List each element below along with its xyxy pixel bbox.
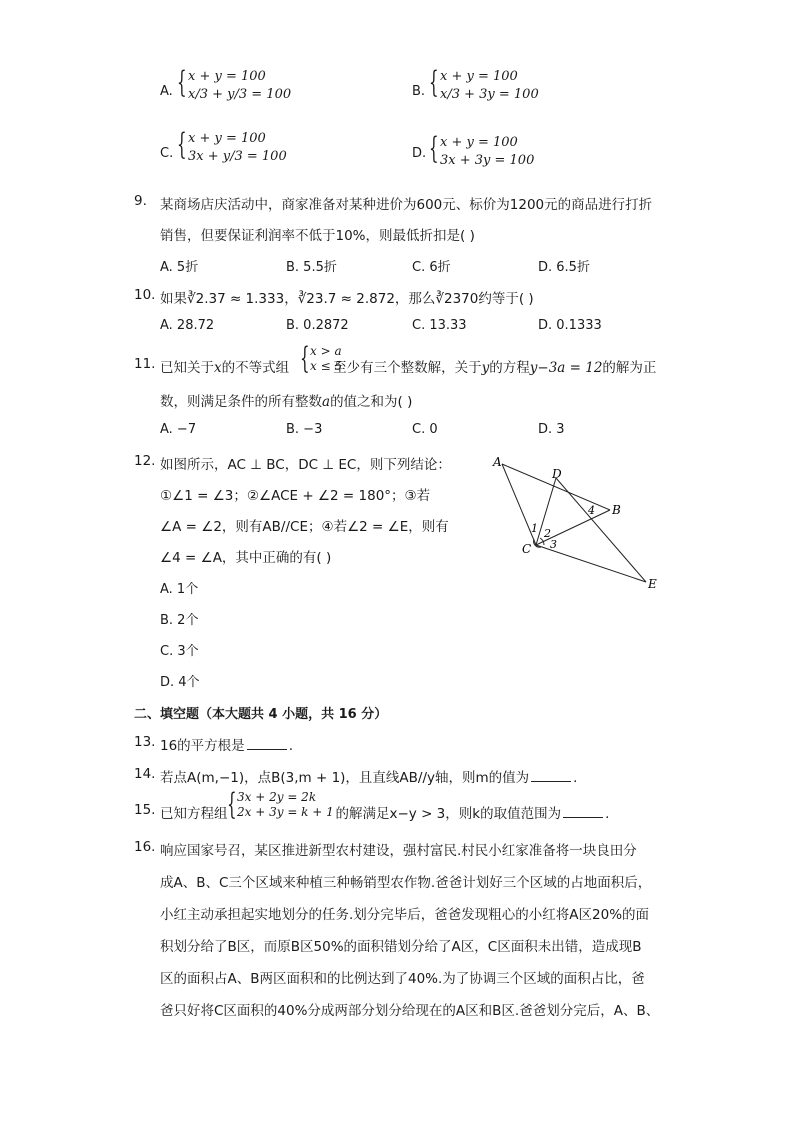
text: 至少有三个整数解，关于 bbox=[333, 360, 482, 376]
question-number: 14. bbox=[134, 766, 156, 782]
brace: { bbox=[227, 787, 237, 822]
answer-blank[interactable] bbox=[563, 805, 603, 818]
equation: 2x + 3y = k + 1 bbox=[237, 805, 334, 819]
point-label-b: B bbox=[612, 503, 621, 517]
question-text: 某商场店庆活动中，商家准备对某种进价为600元、标价为1200元的商品进行打折 bbox=[160, 197, 653, 213]
text: 若点A(m,−1)，点B(3,m + 1)，且直线AB//y轴，则m的值为 bbox=[160, 770, 530, 786]
text: 的不等式组 bbox=[221, 360, 290, 376]
text: 已知方程组 bbox=[160, 806, 228, 822]
equation: x + y = 100 bbox=[188, 131, 266, 146]
answer-blank[interactable] bbox=[247, 737, 287, 750]
equation: 3x + y/3 = 100 bbox=[188, 149, 287, 164]
option-label: B. bbox=[412, 84, 426, 99]
text: . bbox=[288, 738, 293, 754]
equation-system bbox=[440, 68, 539, 104]
equation-system bbox=[188, 130, 287, 166]
equation: x + y = 100 bbox=[440, 135, 518, 150]
point-label-d: D bbox=[552, 467, 562, 481]
answer-blank[interactable] bbox=[531, 769, 571, 782]
geometry-figure bbox=[488, 450, 668, 592]
point-label-c: C bbox=[522, 542, 532, 556]
question-number: 10. bbox=[134, 287, 156, 303]
equation: x/3 + y/3 = 100 bbox=[188, 87, 292, 102]
text: . bbox=[573, 770, 578, 786]
text: 的解满足x−y > 3，则k的取值范围为 bbox=[335, 806, 562, 822]
option-c: C. 6折 bbox=[412, 260, 451, 275]
brace: { bbox=[300, 341, 310, 376]
question-number: 9. bbox=[134, 193, 147, 209]
equation: x + y = 100 bbox=[188, 69, 266, 84]
option-c: C. 0 bbox=[412, 422, 438, 437]
question-text: ∠4 = ∠A，其中正确的有( ) bbox=[160, 550, 332, 566]
question-text: 成A、B、C三个区域来种植三种畅销型农作物.爸爸计划好三个区域的占地面积后， bbox=[160, 875, 652, 891]
equation-system bbox=[237, 790, 334, 820]
text: 的解为正 bbox=[602, 360, 657, 376]
question-text: 爸只好将C区面积的40%分成两部分划分给现在的A区和B区.爸爸划分完后，A、B、 bbox=[160, 1003, 660, 1019]
question-number: 16. bbox=[134, 839, 156, 855]
brace: { bbox=[177, 65, 187, 100]
brace: { bbox=[429, 65, 439, 100]
option-b: B. −3 bbox=[286, 422, 323, 437]
text: 的值之和为( ) bbox=[330, 394, 413, 410]
question-text: ∠A = ∠2，则有AB//CE；④若∠2 = ∠E，则有 bbox=[160, 519, 449, 535]
equation: 3x + 2y = 2k bbox=[237, 790, 317, 804]
inequality: x > a bbox=[310, 344, 342, 358]
angle-label-1: 1 bbox=[531, 522, 538, 535]
inequality-system bbox=[310, 344, 342, 374]
option-a: A. −7 bbox=[160, 422, 197, 437]
equation: x + y = 100 bbox=[440, 69, 518, 84]
option-c: C. 3个 bbox=[160, 644, 199, 659]
option-d: D. 0.1333 bbox=[538, 318, 602, 333]
option-d: D. 4个 bbox=[160, 675, 200, 690]
text: 数，则满足条件的所有整数 bbox=[160, 394, 322, 410]
option-b: B. 0.2872 bbox=[286, 318, 349, 333]
point-label-a: A bbox=[493, 455, 502, 469]
question-number: 13. bbox=[134, 734, 156, 750]
equation: x/3 + 3y = 100 bbox=[440, 87, 539, 102]
question-text bbox=[160, 356, 656, 376]
question-text bbox=[160, 766, 577, 786]
question-number: 11. bbox=[134, 356, 156, 372]
question-text: 区的面积占A、B两区面积和的比例达到了40%.为了协调三个区域的面积占比，爸 bbox=[160, 971, 645, 987]
question-text: ①∠1 = ∠3；②∠ACE + ∠2 = 180°；③若 bbox=[160, 488, 431, 504]
angle-label-2: 2 bbox=[544, 527, 551, 540]
option-a: A. 1个 bbox=[160, 582, 199, 597]
option-b: B. 5.5折 bbox=[286, 260, 337, 275]
question-text: 小红主动承担起实地划分的任务.划分完毕后，爸爸发现粗心的小红将A区20%的面 bbox=[160, 907, 650, 923]
text: . bbox=[605, 806, 610, 822]
question-text: 如果∛2.37 ≈ 1.333，∛23.7 ≈ 2.872，那么∛2370约等于( ) bbox=[160, 291, 534, 307]
option-label: A. bbox=[160, 84, 173, 99]
variable: y bbox=[481, 360, 490, 376]
point-label-e: E bbox=[648, 577, 657, 591]
inequality: x ≤ 5 bbox=[310, 359, 343, 373]
question-text: 积划分给了B区，而原B区50%的面积错划分给了A区，C区面积未出错，造成现B bbox=[160, 939, 642, 955]
text: 已知关于 bbox=[160, 360, 214, 376]
option-c: C. 13.33 bbox=[412, 318, 467, 333]
brace: { bbox=[429, 131, 439, 166]
option-label: C. bbox=[160, 146, 174, 161]
variable: a bbox=[322, 394, 331, 410]
text: 16的平方根是 bbox=[160, 738, 245, 754]
option-a: A. 5折 bbox=[160, 260, 199, 275]
question-text: 响应国家号召，某区推进新型农村建设，强村富民.村民小红家准备将一块良田分 bbox=[160, 843, 637, 859]
question-number: 15. bbox=[134, 802, 156, 818]
option-d: D. 3 bbox=[538, 422, 565, 437]
equation-system bbox=[188, 68, 291, 104]
equation: 3x + 3y = 100 bbox=[440, 153, 535, 168]
option-d: D. 6.5折 bbox=[538, 260, 590, 275]
option-b: B. 2个 bbox=[160, 613, 199, 628]
question-number: 12. bbox=[134, 453, 156, 469]
question-text: 如图所示，AC ⊥ BC，DC ⊥ EC，则下列结论： bbox=[160, 457, 451, 473]
text: 的方程 bbox=[489, 360, 530, 376]
equation-system bbox=[440, 134, 534, 170]
option-a: A. 28.72 bbox=[160, 318, 215, 333]
equation: y−3a = 12 bbox=[529, 360, 603, 376]
angle-label-3: 3 bbox=[550, 538, 557, 551]
brace: { bbox=[177, 127, 187, 162]
option-label: D. bbox=[412, 146, 427, 161]
question-text: 销售，但要保证利润率不低于10%，则最低折扣是( ) bbox=[160, 228, 475, 244]
angle-label-4: 4 bbox=[588, 504, 595, 517]
question-text bbox=[160, 390, 412, 410]
section-heading: 二、填空题（本大题共 4 小题，共 16 分） bbox=[134, 707, 388, 722]
variable: x bbox=[214, 360, 222, 376]
question-text bbox=[160, 734, 293, 754]
